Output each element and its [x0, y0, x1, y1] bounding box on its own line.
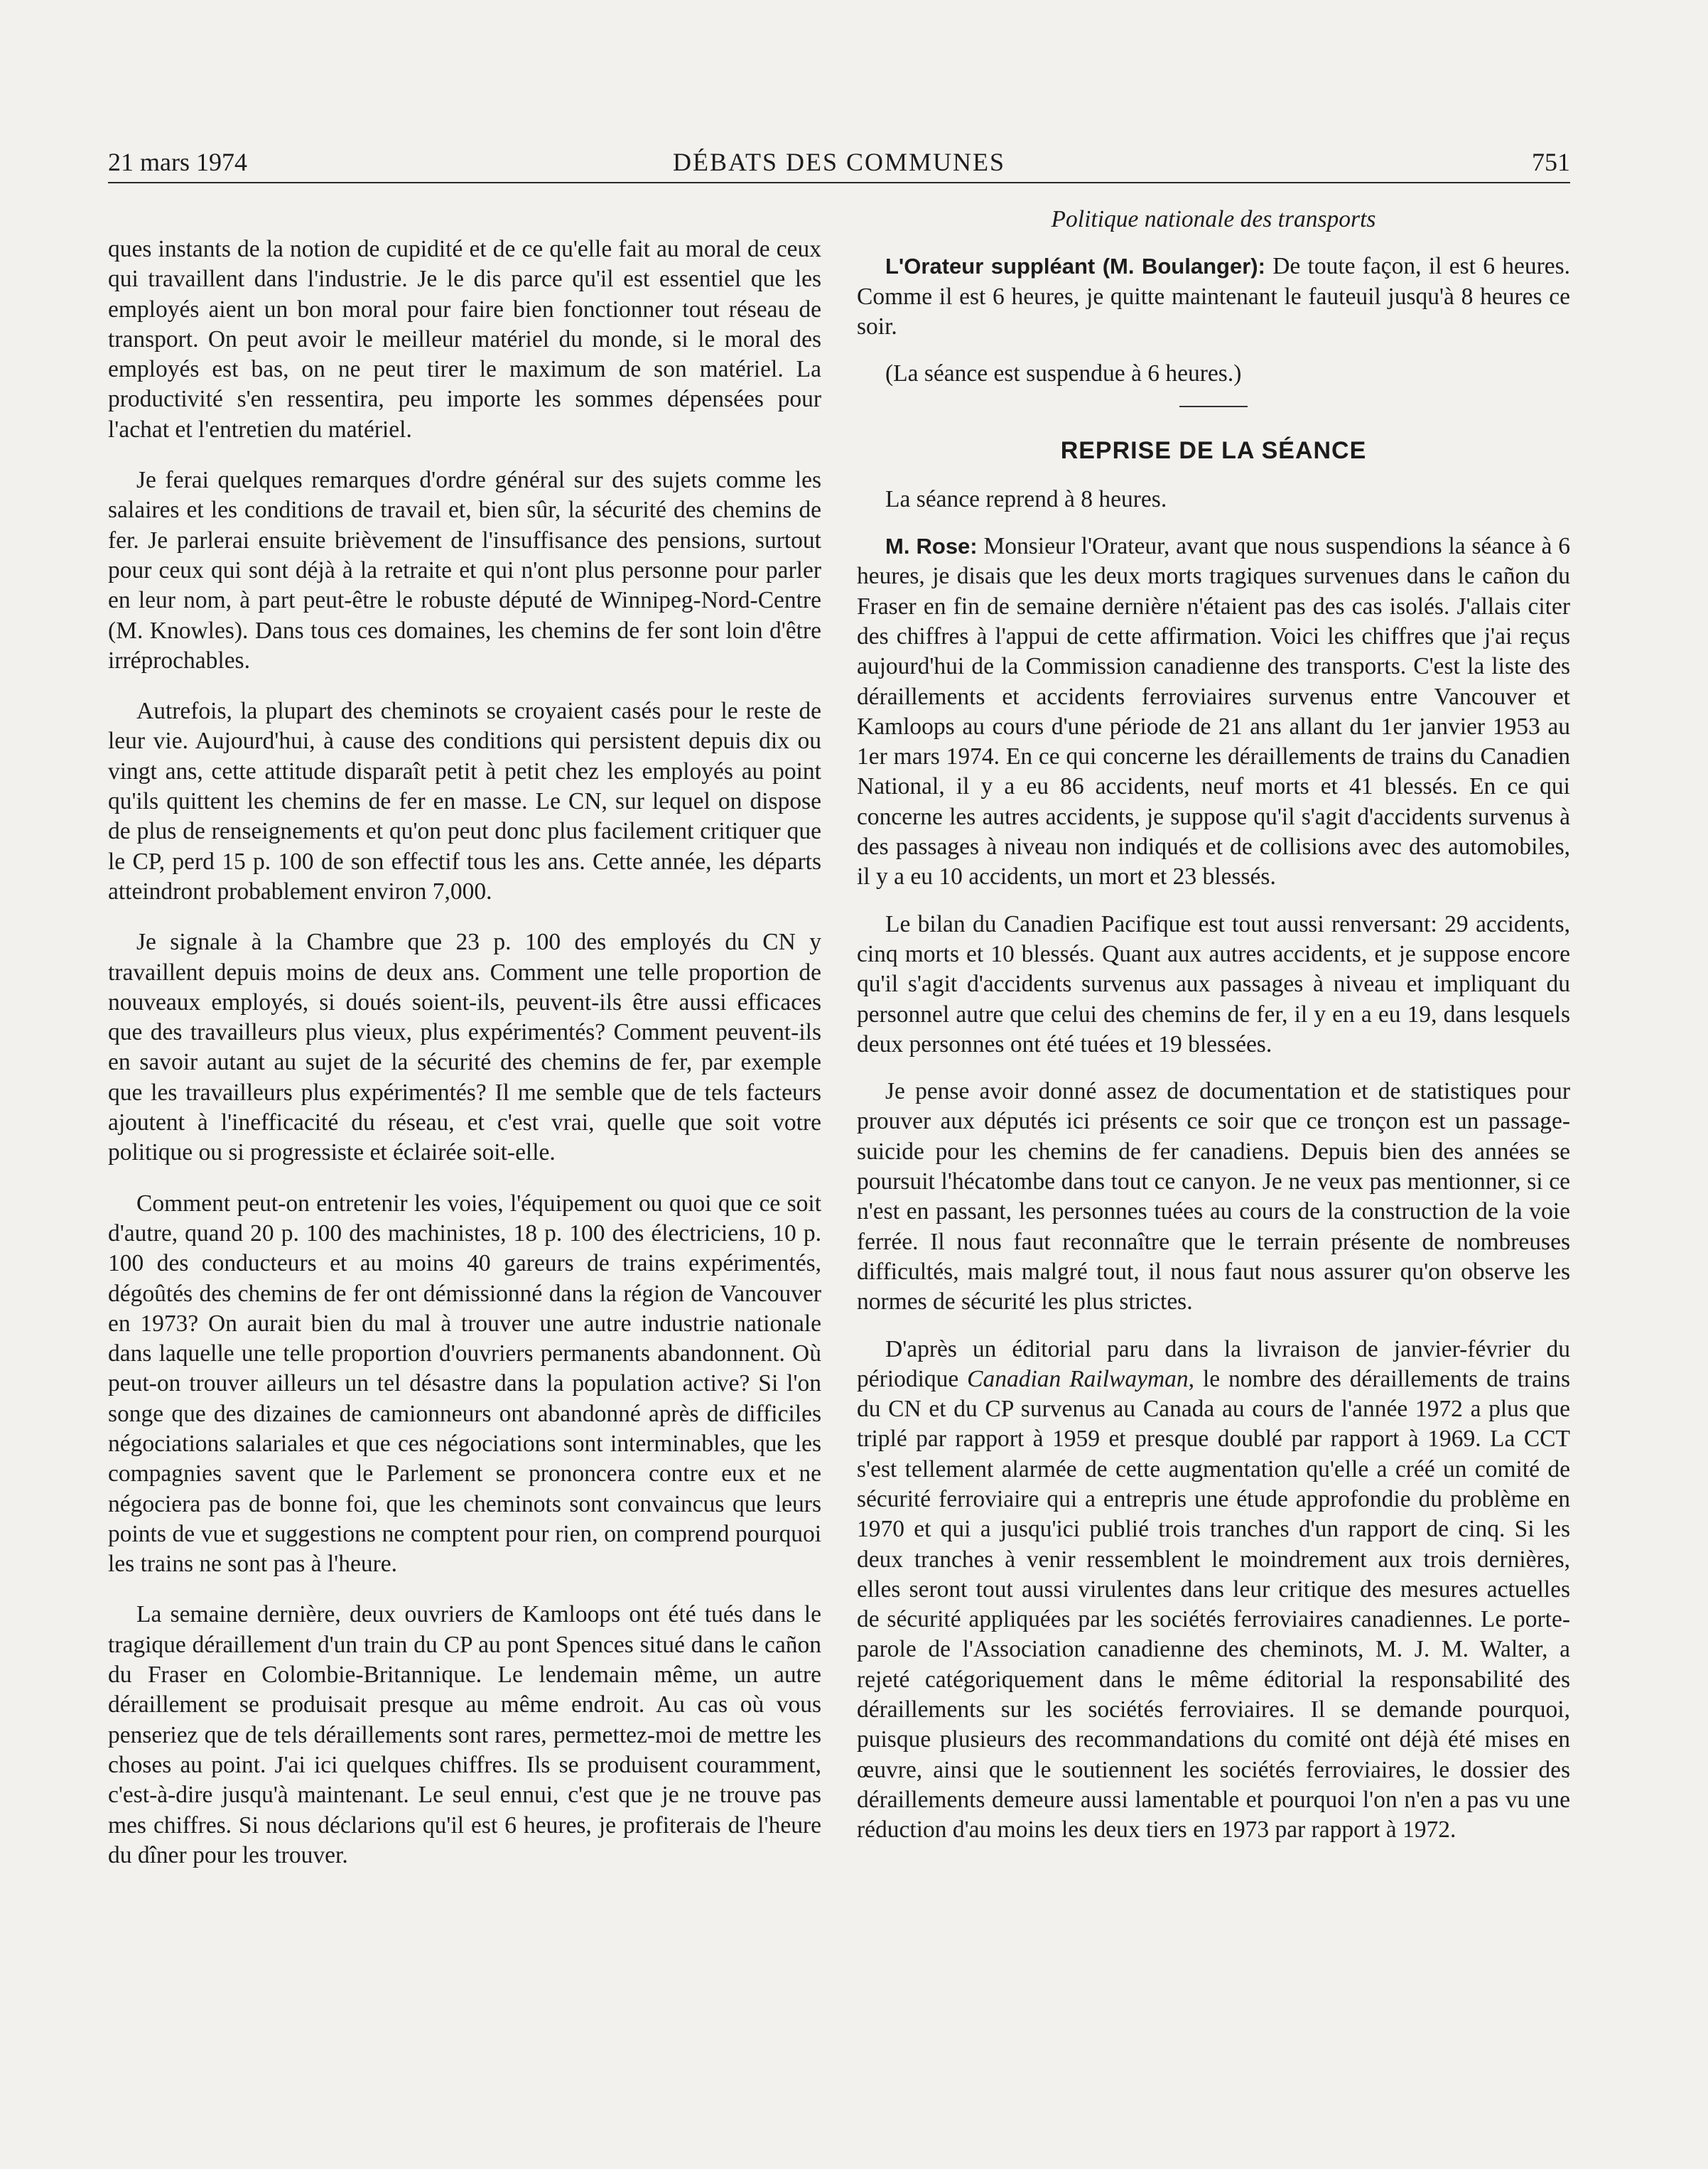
header-title: DÉBATS DES COMMUNES [672, 148, 1006, 176]
speech-text: De toute façon, il est 6 heures. Comme il est 6 heures, je quitte maintenant le fauteuil jusqu'à 8 heures ce soir. [857, 253, 1571, 340]
paragraph: La semaine dernière, deux ouvriers de Kamloops ont été tués dans le tragique déraillement d'un train du CP au pont Spences situé dans le cañon du Fraser en Colombie-Britannique. Le lendemain même, un autre déraillement se produisait presque au même endroit. Au cas où vous penseriez que de tels déraillements sont rares, permettez-moi de mettre les choses au point. J'ai ici quelques chiffres. Ils se produisent couramment, c'est-à-dire jusqu'à maintenant. Le seul ennui, c'est que je ne trouve pas mes chiffres. Si nous déclarions qu'il est 6 heures, je profiterais de l'heure du dîner pour les trouver. [108, 1601, 821, 1868]
paragraph: Comment peut-on entretenir les voies, l'équipement ou quoi que ce soit d'autre, quand 20 p. 100 des machinistes, 18 p. 100 des électriciens, 10 p. 100 des conducteurs et au moins 40 gareurs de trains expérimentés, dégoûtés des chemins de fer ont démissionné dans la région de Vancouver en 1973? On aurait bien du mal à trouver une autre industrie nationale dans laquelle une telle proportion d'ouvriers permanents abandonnent. Où peut-on trouver ailleurs un tel désastre dans la population active? Si l'on songe que des dizaines de camionneurs ont abandonné après de difficiles négociations salariales et que ces négociations sont interminables, que les compagnies savent que le Parlement se prononcera contre eux et ne négociera pas de bonne foi, que les cheminots sont convaincus que leurs points de vue et suggestions ne comptent pour rien, on comprend pourquoi les trains ne sont pas à l'heure. [108, 1190, 821, 1578]
paragraph: Je ferai quelques remarques d'ordre général sur des sujets comme les salaires et les conditions de travail et, bien sûr, la sécurité des chemins de fer. Je parlerai ensuite brièvement de l'insuffisance des pensions, surtout pour ceux qui sont déjà à la retraite et qui n'ont plus personne pour parler en leur nom, à part peut-être le robuste député de Winnipeg-Nord-Centre (M. Knowles). Dans tous ces domaines, les chemins de fer sont loin d'être irréprochables. [108, 467, 821, 674]
speech-paragraph [857, 252, 1570, 342]
paragraph: Le bilan du Canadien Pacifique est tout aussi renversant: 29 accidents, cinq morts et 10 blessés. Quant aux autres accidents, et je suppose encore qu'il s'agit d'accidents survenus aux passages à niveau et impliquant du personnel autre que celui des chemins de fer, il y en a eu 19, dans lesquels deux personnes ont été tuées et 19 blessées. [857, 910, 1570, 1057]
editorial-intro: D'après un éditorial paru dans la livraison de janvier-février du périodique [857, 1335, 1570, 1392]
section-heading: REPRISE DE LA SÉANCE [1060, 437, 1367, 465]
left-column [108, 205, 821, 1891]
subject-heading: Politique nationale des transports [1051, 206, 1376, 232]
paragraph: Je signale à la Chambre que 23 p. 100 des employés du CN y travaillent depuis moins de deux ans. Comment une telle proportion de nouveaux employés, si doués soient-ils, peuvent-ils être aussi efficaces que des travailleurs plus vieux, plus expérimentés? Comment peuvent-ils en savoir autant au sujet de la sécurité des chemins de fer, par exemple que les travailleurs plus expérimentés? Il me semble que de tels facteurs ajoutent à l'inefficacité du réseau, et c'est vrai, quelle que soit votre politique ou si progressiste et éclairée soit-elle. [108, 929, 821, 1166]
page-number: 751 [1532, 148, 1570, 176]
speaker-name: L'Orateur suppléant (M. Boulanger): [885, 254, 1265, 279]
paragraph: Autrefois, la plupart des cheminots se croyaient casés pour le reste de leur vie. Aujourd'hui, à cause des conditions qui persistent depuis dix ou vingt ans, cette attitude disparaît petit à petit chez les employés au point qu'ils quittent les chemins de fer en masse. Le CN, sur lequel on dispose de plus de renseignements et qu'on peut donc plus facilement critiquer que le CP, perd 15 p. 100 de son effectif tous les ans. Cette année, les départs atteindront probablement environ 7,000. [108, 698, 821, 905]
paragraph [857, 1335, 1570, 1846]
speech-paragraph [857, 532, 1570, 893]
editorial-rest: le nombre des déraillements de trains du CN et du CP survenus au Canada au cours de l'année 1972 a plus que triplé par rapport à 1959 et presque doublé par rapport à 1969. La CCT s'est tellement alarmée de cette augmentation qu'elle a créé un comité de sécurité ferroviaire qui a entrepris une étude approfondie du problème en 1970 et qui a jusqu'ici publié trois tranches d'un rapport de cinq. Si les deux tranches à venir ressemblent le moindrement aux trois dernières, elles seront tout aussi virulentes dans leur critique des mesures actuelles de sécurité appliquées par les sociétés ferroviaires canadiennes. Le porte-parole de l'Association canadienne des cheminots, M. J. M. Walter, a rejeté catégoriquement dans le même éditorial la responsabilité des déraillements sur les sociétés ferroviaires. Il se demande pourquoi, puisque plusieurs des recommandations du comité ont déjà été mises en œuvre, ainsi que le soutiennent les sociétés ferroviaires, le dossier des déraillements demeure aussi lamentable et pourquoi l'on n'en a pas vu une réduction d'au moins les deux tiers en 1973 par rapport à 1972. [857, 1365, 1571, 1844]
page-header [108, 145, 1570, 183]
periodical-title: Canadian Railwayman, [967, 1365, 1195, 1392]
header-date: 21 mars 1974 [108, 148, 247, 176]
paragraph: Je pense avoir donné assez de documentation et de statistiques pour prouver aux députés ici présents ce soir que ce tronçon est un passage-suicide pour les chemins de fer canadiens. Depuis bien des années se poursuit l'hécatombe dans tout ce canyon. Je ne veux pas mentionner, si ce n'est en passant, les personnes tuées au cours de la construction de la voie ferrée. Il nous faut reconnaître que le terrain présente de nombreuses difficultés, mais malgré tout, il nous faut nous assurer qu'on observe les normes de sécurité les plus strictes. [857, 1078, 1570, 1315]
right-column [857, 205, 1570, 1863]
speech-text: Monsieur l'Orateur, avant que nous suspendions la séance à 6 heures, je disais que les deux morts tragiques survenues dans le cañon du Fraser en fin de semaine dernière n'étaient pas des cas isolés. J'allais citer des chiffres à l'appui de cette affirmation. Voici les chiffres que j'ai reçus aujourd'hui de la Commission canadienne des transports. C'est la liste des déraillements et accidents ferroviaires survenus entre Vancouver et Kamloops au cours d'une période de 21 ans allant du 1er janvier 1953 au 1er mars 1974. En ce qui concerne les déraillements de trains du Canadien National, il y a eu 86 accidents, neuf morts et 41 blessés. En ce qui concerne les autres accidents, je suppose qu'il s'agit d'accidents survenus à des passages à niveau non indiqués et de collisions avec des automobiles, il y a eu 10 accidents, un mort et 23 blessés. [857, 533, 1570, 890]
resumption-note: La séance reprend à 8 heures. [885, 485, 1167, 512]
speaker-name: M. Rose: [885, 534, 978, 559]
paragraph: ques instants de la notion de cupidité et de ce qu'elle fait au moral de ceux qui travaillent dans l'industrie. Je le dis parce qu'il est essentiel que les employés aient un bon moral pour faire bien fonctionner tout réseau de transport. On peut avoir le meilleur matériel du monde, si le moral des employés est bas, on ne peut tirer le maximum de son matériel. La productivité s'en ressentira, peu importe les sommes dépensées pour l'achat et l'entretien du matériel. [108, 236, 821, 443]
suspension-note: (La séance est suspendue à 6 heures.) [885, 360, 1242, 387]
section-divider [1179, 406, 1248, 407]
